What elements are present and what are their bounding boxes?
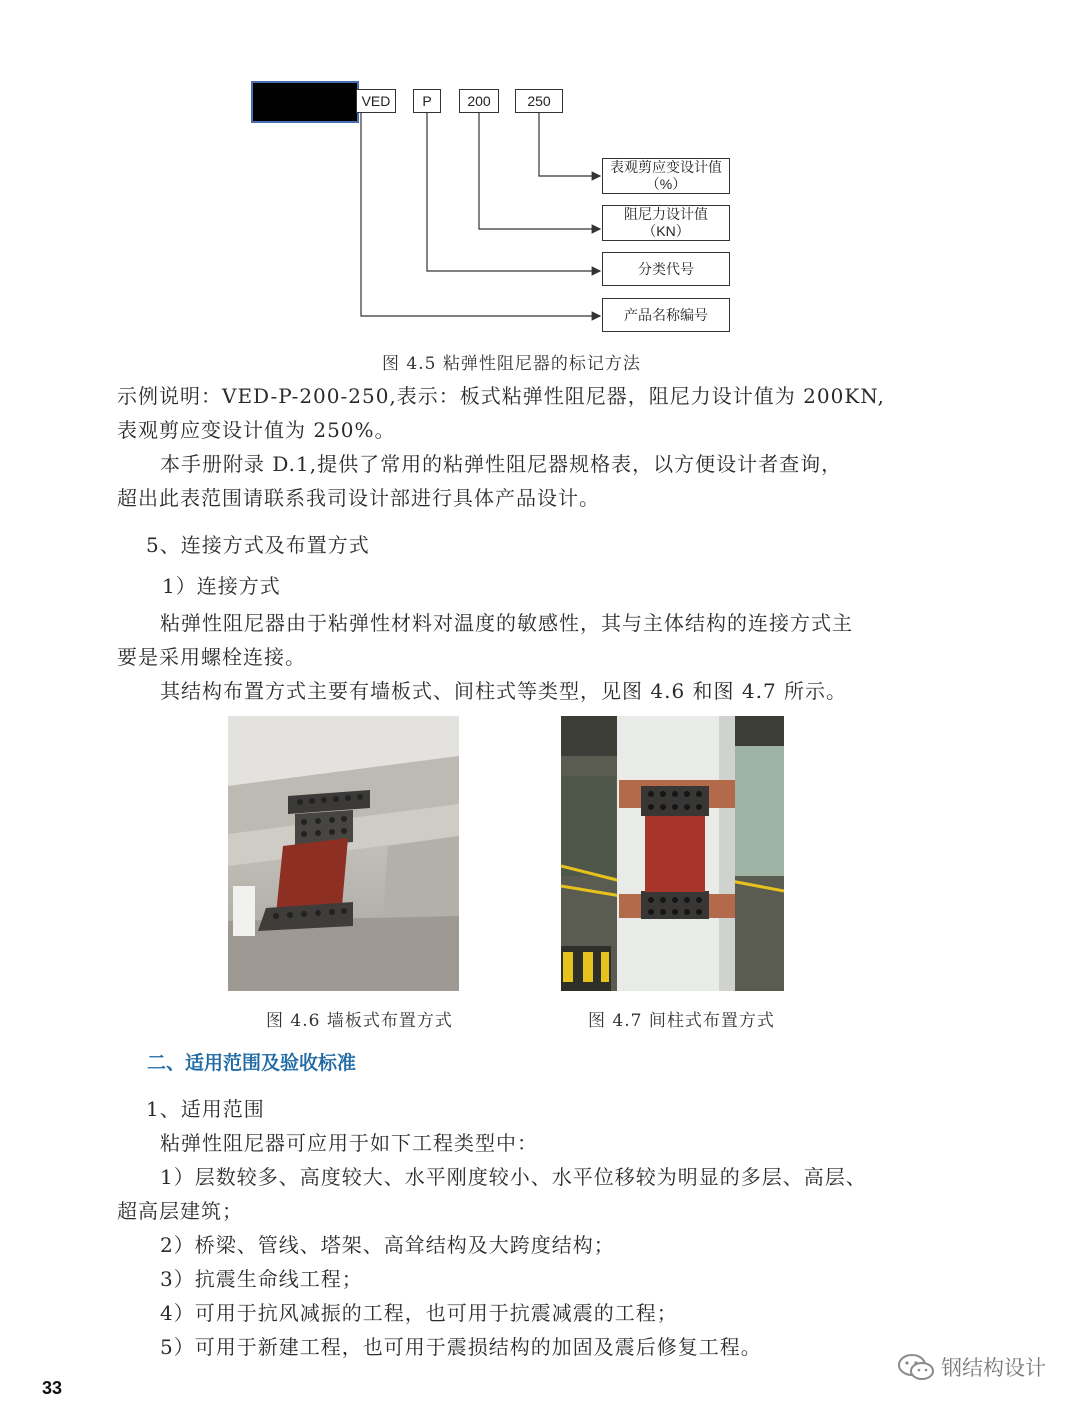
section-5-title: 5、连接方式及布置方式 bbox=[146, 533, 370, 557]
list-item-1-line1: 1）层数较多、高度较大、水平刚度较小、水平位移较为明显的多层、高层、 bbox=[160, 1165, 867, 1189]
column-illustration bbox=[561, 716, 784, 991]
paragraph-scope-intro: 粘弹性阻尼器可应用于如下工程类型中： bbox=[160, 1131, 538, 1155]
label-damping-force-value bbox=[602, 205, 730, 241]
section-1-title: 1、适用范围 bbox=[146, 1097, 265, 1121]
paragraph-example-line1: 示例说明：VED-P-200-250,表示：板式粘弹性阻尼器，阻尼力设计值为 200KN, bbox=[117, 384, 885, 408]
list-item-5: 5）可用于新建工程，也可用于震损结构的加固及震后修复工程。 bbox=[160, 1335, 762, 1359]
label-strain-design-value bbox=[602, 158, 730, 194]
paragraph-appendix-line1: 本手册附录 D.1,提供了常用的粘弹性阻尼器规格表，以方便设计者查询， bbox=[160, 452, 843, 476]
label-product-name-code: 产品名称编号 bbox=[602, 298, 730, 332]
label-strain-text: 表观剪应变设计值 bbox=[610, 159, 722, 175]
photo-column-damper bbox=[561, 716, 784, 991]
wechat-icon bbox=[897, 1352, 935, 1382]
code-box-ved: VED bbox=[356, 89, 396, 113]
paragraph-connection-line1: 粘弹性阻尼器由于粘弹性材料对温度的敏感性，其与主体结构的连接方式主 bbox=[160, 611, 853, 635]
label-force-unit: （KN） bbox=[642, 223, 690, 239]
paragraph-appendix-line2: 超出此表范围请联系我司设计部进行具体产品设计。 bbox=[117, 486, 600, 510]
figure-4-7-caption: 图 4.7 间柱式布置方式 bbox=[588, 1011, 775, 1031]
connector-lines bbox=[0, 0, 1080, 340]
label-class-code: 分类代号 bbox=[602, 252, 730, 286]
list-item-3: 3）抗震生命线工程； bbox=[160, 1267, 363, 1291]
code-box-p: P bbox=[413, 89, 441, 113]
wall-panel-illustration bbox=[228, 716, 459, 991]
label-force-text: 阻尼力设计值 bbox=[624, 206, 708, 222]
figure-4-5-caption: 图 4.5 粘弹性阻尼器的标记方法 bbox=[382, 354, 641, 374]
paragraph-example-line2: 表观剪应变设计值为 250%。 bbox=[117, 418, 396, 442]
paragraph-layout: 其结构布置方式主要有墙板式、间柱式等类型，见图 4.6 和图 4.7 所示。 bbox=[160, 679, 848, 703]
watermark bbox=[897, 1352, 1046, 1382]
label-strain-unit: （%） bbox=[645, 176, 687, 192]
list-item-4: 4）可用于抗风减振的工程，也可用于抗震减震的工程； bbox=[160, 1301, 678, 1325]
photo-wall-panel-damper bbox=[228, 716, 459, 991]
figure-4-6-caption: 图 4.6 墙板式布置方式 bbox=[266, 1011, 453, 1031]
watermark-text: 钢结构设计 bbox=[941, 1356, 1046, 1380]
chapter-2-title: 二、适用范围及验收标准 bbox=[147, 1052, 357, 1074]
paragraph-connection-line2: 要是采用螺栓连接。 bbox=[117, 645, 306, 669]
subsection-1-title: 1）连接方式 bbox=[162, 574, 281, 598]
list-item-1-line2: 超高层建筑； bbox=[117, 1199, 243, 1223]
code-box-250: 250 bbox=[515, 89, 563, 113]
page-number: 33 bbox=[42, 1378, 63, 1398]
code-box-200: 200 bbox=[459, 89, 499, 113]
list-item-2: 2）桥梁、管线、塔架、高耸结构及大跨度结构； bbox=[160, 1233, 615, 1257]
